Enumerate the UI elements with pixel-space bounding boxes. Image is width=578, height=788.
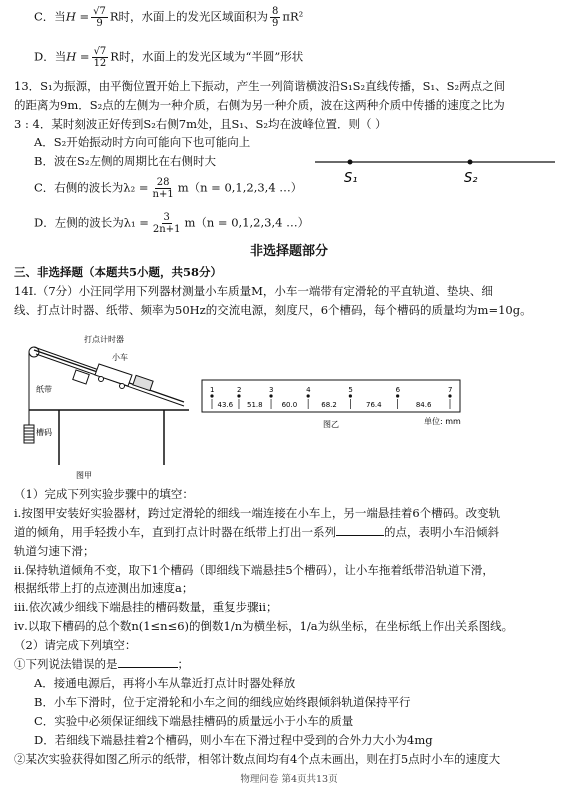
q14-line2: 线、打点计时器、纸带、频率为50Hz的交流电源，刻度尺，6个槽码，每个槽码的质量均为m=10g。 bbox=[14, 303, 532, 317]
fraction-8-9: $\frac{8}{9}$ bbox=[272, 6, 279, 29]
step-iii: ⅲ.依次减少细线下端悬挂的槽码数量，重复步骤ⅱ； bbox=[14, 600, 278, 614]
tape-point-5 bbox=[349, 394, 352, 397]
section-header: 三、非选择题（本题共5小题，共58分） bbox=[14, 265, 223, 279]
question-1: ①下列说法错误的是 ； bbox=[14, 657, 189, 671]
weights-icon bbox=[24, 425, 34, 443]
q13-line2: 的距离为9m．S₂点的左侧为一种介质，右侧为另一种介质，波在这两种介质中传播的速度之比为 bbox=[14, 98, 505, 112]
step-i-line2: 道的倾角，用手轻拨小车，直到打点计时器在纸带上打出一系列 的点，表明小车沿倾斜 bbox=[14, 525, 499, 539]
label-car: 小车 bbox=[112, 353, 128, 362]
tape-point-label: 7 bbox=[448, 386, 453, 394]
tape-point-label: 6 bbox=[395, 386, 401, 394]
q13-option-b: B．波在S₂左侧的周期比在右侧时大 bbox=[34, 154, 216, 168]
fraction-sqrt7-12: $\frac{√7}{12}$ bbox=[93, 46, 107, 69]
tape-distance-label: 68.2 bbox=[321, 401, 337, 409]
step-ii-line2: 根据纸带上打的点迹测出加速度a； bbox=[14, 581, 194, 595]
question-2: ②某次实验获得如图乙所示的纸带，相邻计数点间均有4个点未画出，则在打5点时小车的速度大 bbox=[14, 752, 501, 766]
car-icon bbox=[95, 364, 132, 389]
figure-a-apparatus bbox=[14, 330, 194, 480]
tape-distance-label: 76.4 bbox=[366, 401, 382, 409]
tape-point-4 bbox=[307, 394, 310, 397]
label-s2: S₂ bbox=[464, 171, 478, 186]
step-ii-line1: ⅱ.保持轨道倾角不变，取下1个槽码（即细线下端悬挂5个槽码），让小车拖着纸带沿轨道下滑， bbox=[14, 563, 494, 577]
label-timer: 打点计时器 bbox=[84, 335, 124, 344]
page-footer: 物理问卷 第4页共13页 bbox=[240, 774, 338, 785]
var-h: H = bbox=[65, 9, 90, 24]
tape-point-2 bbox=[237, 394, 240, 397]
blank-i[interactable] bbox=[336, 524, 384, 536]
option-d-top: D．当H = $\frac{√7}{12}$ R时，水面上的发光区域为“半圆”形状 bbox=[34, 46, 304, 69]
q13-option-d: D．左侧的波长为λ₁ = $\frac{3}{2n+1}$ m（n = 0,1,2,3,4 …） bbox=[34, 212, 310, 235]
option-c-prefix: C．当 bbox=[34, 9, 66, 24]
tape-point-1 bbox=[210, 394, 213, 397]
tape-point-label: 3 bbox=[269, 386, 274, 394]
figure-b-tape bbox=[198, 372, 468, 432]
q14-option-c: C．实验中必须保证细线下端悬挂槽码的质量远小于小车的质量 bbox=[34, 714, 354, 728]
q13-line3: 3 : 4．某时刻波正好传到S₂右侧7m处，且S₁、S₂均在波峰位置．则（ ） bbox=[14, 117, 387, 131]
q13-line1: 13．S₁为振源，由平衡位置开始上下振动，产生一列简谐横波沿S₁S₂直线传播，S₁、S₂两点之间 bbox=[14, 79, 506, 93]
tape-distance-label: 43.6 bbox=[217, 401, 234, 409]
tape-distance-label: 60.0 bbox=[281, 401, 298, 409]
part1-title: （1）完成下列实验步骤中的填空： bbox=[14, 487, 194, 501]
blank-q1[interactable] bbox=[118, 656, 178, 668]
tape-unit: 单位: mm bbox=[424, 417, 461, 426]
label-tape: 纸带 bbox=[36, 385, 52, 394]
caption-fig-b: 图乙 bbox=[323, 420, 339, 429]
step-i-line1: ⅰ.按图甲安装好实验器材，跨过定滑轮的细线一端连接在小车上，另一端悬挂着6个槽码。改变轨 bbox=[14, 506, 501, 520]
tape-point-label: 1 bbox=[210, 386, 215, 394]
q14-option-d: D．若细线下端悬挂着2个槽码，则小车在下滑过程中受到的合外力大小为4mg bbox=[34, 733, 433, 747]
wave-line-diagram bbox=[310, 150, 560, 190]
q13-option-c: C．右侧的波长为λ₂ = $\frac{28}{n+1}$ m（n = 0,1,2,3,4 …） bbox=[34, 177, 303, 200]
tape-point-label: 5 bbox=[348, 386, 353, 394]
part2-title: （2）请完成下列填空： bbox=[14, 638, 137, 652]
tape-point-label: 4 bbox=[306, 386, 311, 394]
tape-point-label: 2 bbox=[236, 386, 242, 394]
q14-line1: 14Ⅰ.（7分）小汪同学用下列器材测量小车质量M，小车一端带有定滑轮的平直轨道、垫块、细 bbox=[14, 284, 493, 298]
fraction-sqrt7-9: $\frac{√7}{9}$ bbox=[93, 6, 106, 29]
label-weights: 槽码 bbox=[36, 428, 52, 437]
step-iv: ⅳ.以取下槽码的总个数n(1≤n≤6)的倒数1/n为横坐标，1/a为纵坐标，在坐标纸上作出关系图线。 bbox=[14, 619, 514, 633]
tape-distance-label: 51.8 bbox=[247, 401, 263, 409]
timer-icon bbox=[133, 375, 153, 390]
option-c-top: C．当H = $\frac{√7}{9}$ R时，水面上的发光区域面积为 $\frac{8}{9}$ πR² bbox=[34, 6, 304, 29]
tape-distance-label: 84.6 bbox=[415, 401, 432, 409]
q14-option-a: A．接通电源后，再将小车从靠近打点计时器处释放 bbox=[34, 676, 296, 690]
tape-point-7 bbox=[448, 394, 451, 397]
label-s1: S₁ bbox=[344, 171, 358, 186]
step-i-line3: 轨道匀速下滑； bbox=[14, 544, 95, 558]
caption-fig-a: 图甲 bbox=[76, 471, 92, 480]
section-title: 非选择题部分 bbox=[249, 244, 328, 259]
tape-point-6 bbox=[396, 394, 399, 397]
q14-option-b: B．小车下滑时，位于定滑轮和小车之间的细线应始终跟倾斜轨道保持平行 bbox=[34, 695, 411, 709]
tape-point-3 bbox=[269, 394, 272, 397]
q13-option-a: A．S₂开始振动时方向可能向下也可能向上 bbox=[34, 135, 251, 149]
